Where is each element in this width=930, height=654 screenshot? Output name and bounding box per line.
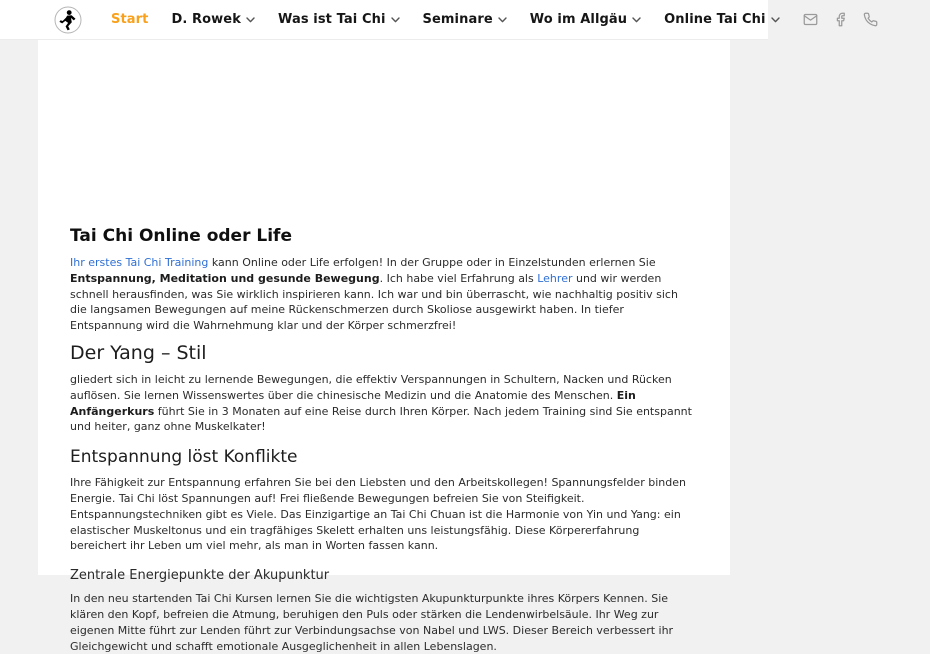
chevron-down-icon [391,17,400,23]
section-title-akupunktur: Zentrale Energiepunkte der Akupunktur [70,568,330,584]
nav-item-label: Was ist Tai Chi [277,12,386,27]
inline-link[interactable]: Lehrer [537,271,573,285]
nav-item-label: Online Tai Chi [664,12,766,27]
content-container [38,40,730,653]
nav-item-was-ist-tai-chi[interactable] [278,12,400,27]
intro-paragraph [70,255,698,334]
main-menu [111,12,803,27]
top-navigation-bar [0,0,768,40]
inline-link[interactable]: Ihr erstes Tai Chi Training [70,256,209,269]
article [70,226,698,654]
nav-item-label: Wo im Allgäu [529,12,628,27]
section-title-yang-stil: Der Yang – Stil [70,341,207,364]
nav-item-seminare[interactable] [423,12,507,27]
yang-stil-paragraph [70,372,698,435]
text-run: und wir werden schnell herausfinden, was Sie wirklich inspirieren kann. Ich war und bin überrascht, wie nachhaltig positiv sich die langsamen Bewegungen auf meine Rückenschmerzen durch Skoliose ausgewirkt haben. In tiefer Entspannung wird die Wahrnehmung klar und der Körper schmerzfrei! [70,271,678,333]
text-run: . Ich habe viel Erfahrung als [379,271,538,285]
facebook-icon[interactable] [833,12,848,27]
nav-item-wo-im-allgäu[interactable] [530,12,641,27]
text-run: führt Sie in 3 Monaten auf eine Reise durch Ihren Körper. Nach jedem Training sind Sie entspannt und heiter, ganz ohne Muskelkater! [70,404,692,434]
text-run: gliedert sich in leicht zu lernende Bewegungen, die effektiv Verspannungen in Schultern, Nacken und Rücken auflösen. Sie lernen Wissenswertes über die chinesische Medizin und die Anatomie des Menschen. [70,372,672,402]
nav-item-label: D. Rowek [171,12,241,27]
taichi-logo[interactable] [54,6,82,34]
phone-icon[interactable] [863,12,878,27]
nav-item-label: Start [111,12,149,27]
nav-item-start[interactable] [111,12,148,27]
hero-empty-area [70,40,698,226]
text-run: kann Online oder Life erfolgen! In der Gruppe oder in Einzelstunden erlernen Sie [208,256,656,269]
chevron-down-icon [632,17,641,23]
chevron-down-icon [246,17,255,23]
nav-item-label: Seminare [422,12,493,27]
nav-item-d-rowek[interactable] [171,12,254,27]
chevron-down-icon [771,17,780,23]
section-title-entspannung: Entspannung löst Konflikte [70,447,298,468]
page-title: Tai Chi Online oder Life [70,226,292,246]
entspannung-paragraph: Ihre Fähigkeit zur Entspannung erfahren Sie bei den Liebsten und den Arbeitskollegen! Spannungsfelder binden Energie. Tai Chi löst Spannungen auf! Frei fließende Bewegungen befreien Sie von Steifigkeit. Entspannungstechniken gibt es Viele. Das Einzigartige an Tai Chi Chuan ist die Harmonie von Yin und Yang: ein elastischer Muskeltonus und ein tragfähiges Skelett erhalten uns leistungsfähig. Diese Körpererfahrung bereichert ihr Leben um viel mehr, als man in Worten fassen kann. [70,476,686,553]
contact-icons [803,12,930,27]
mail-icon[interactable] [803,12,818,27]
akupunktur-paragraph: In den neu startenden Tai Chi Kursen lernen Sie die wichtigsten Akupunkturpunkte ihres Körpers Kennen. Sie klären den Kopf, befreien die Atmung, beruhigen den Puls oder stärken die Lendenwirbelsäule. Ihr Weg zur eigenen Mitte führt zur Lenden führt zur Verbindungsachse von Nabel und LWS. Dieser Bereich verbessert ihr Gleichgewicht und schafft emotionale Ausgeglichenheit in allen Lebenslagen. [70,592,674,653]
nav-item-online-tai-chi[interactable] [664,12,779,27]
bold-text: Ein Anfängerkurs [70,388,636,418]
bold-text: Entspannung, Meditation und gesunde Bewegung [70,271,380,285]
chevron-down-icon [498,17,507,23]
